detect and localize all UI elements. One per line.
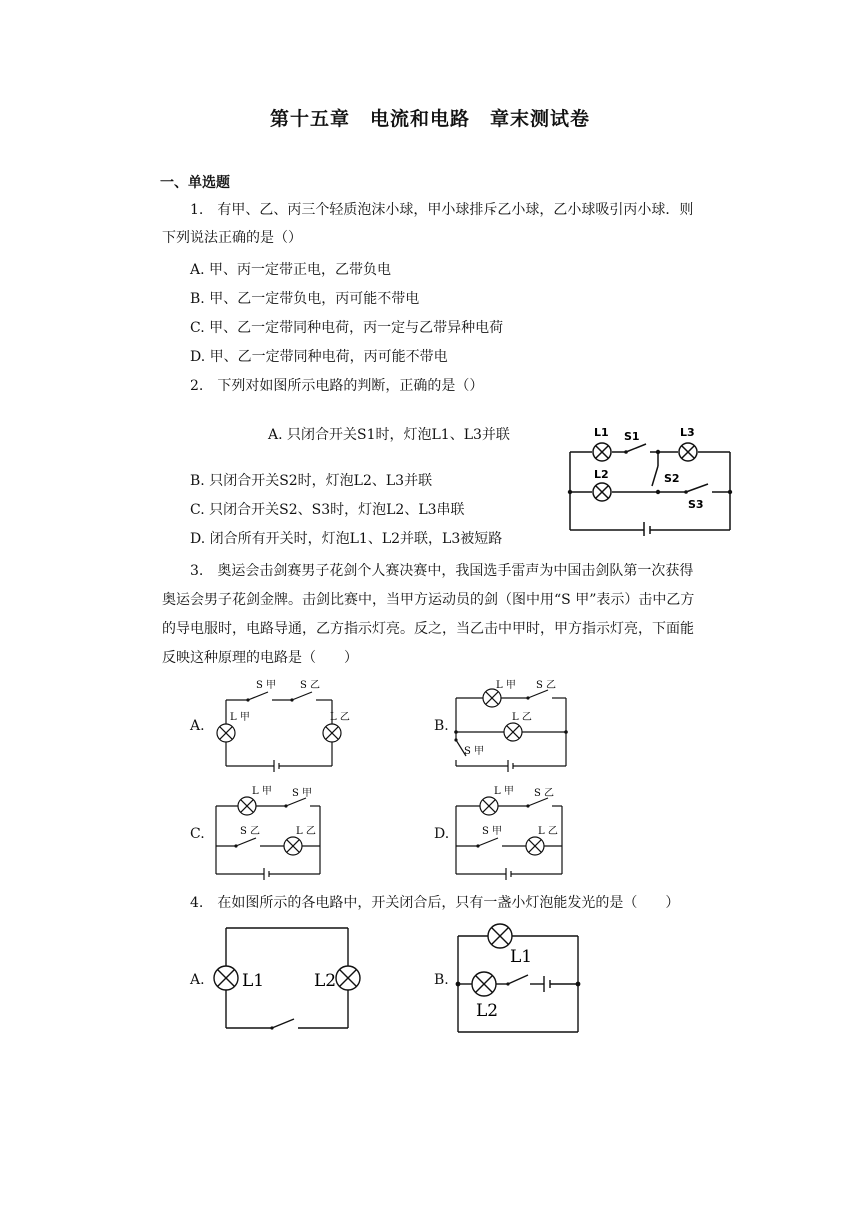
q3-option-b-letter: B. (434, 718, 449, 734)
q1-option-d: D. 甲、乙一定带同种电荷，丙可能不带电 (190, 349, 448, 365)
q2-stem: 2. 下列对如图所示电路的判断，正确的是（） (190, 378, 484, 394)
q2-label-l3: L3 (680, 426, 695, 439)
q4-option-a-letter: A. (190, 972, 205, 988)
q3c-label-l-jia: L 甲 (252, 786, 272, 797)
q3-circuit-b (452, 674, 582, 774)
q3-option-d-letter: D. (434, 826, 450, 842)
q3-option-a-letter: A. (190, 718, 205, 734)
q3-stem-line3: 的导电服时，电路导通，乙方指示灯亮。反之，当乙击中甲时，甲方指示灯亮，下面能 (162, 621, 694, 637)
page-title: 第十五章 电流和电路 章末测试卷 (269, 108, 590, 130)
q2-option-a: A. 只闭合开关S1时，灯泡L1、L3并联 (268, 427, 510, 443)
q3b-label-s-yi: S 乙 (536, 680, 557, 691)
q3a-label-l-yi: L 乙 (330, 712, 350, 723)
q3c-label-l-yi: L 乙 (296, 826, 316, 837)
q2-option-b: B. 只闭合开关S2时，灯泡L2、L3并联 (190, 473, 433, 489)
q4a-label-l2: L2 (314, 971, 337, 991)
q3d-label-s-yi: S 乙 (534, 788, 555, 799)
q3-stem-line4: 反映这种原理的电路是（ ） (162, 650, 358, 666)
q2-circuit-diagram (560, 418, 740, 536)
q3d-label-l-jia: L 甲 (494, 786, 514, 797)
q4b-label-l1: L1 (510, 947, 533, 967)
section-heading: 一、单选题 (160, 175, 230, 191)
q3d-label-s-jia: S 甲 (482, 826, 503, 837)
q3-option-c-letter: C. (190, 826, 205, 842)
q2-label-s1: S1 (624, 430, 640, 443)
q3-stem-line1: 3. 奥运会击剑赛男子花剑个人赛决赛中，我国选手雷声为中国击剑队第一次获得 (190, 563, 694, 579)
q1-option-a: A. 甲、丙一定带正电，乙带负电 (190, 262, 392, 278)
q3c-label-s-jia: S 甲 (292, 788, 313, 799)
q3-circuit-a (212, 674, 362, 774)
q2-label-l1: L1 (594, 426, 609, 439)
q3b-label-s-jia: S 甲 (464, 746, 485, 757)
q3a-label-s-jia: S 甲 (256, 680, 277, 691)
q3-circuit-c (212, 782, 362, 886)
q2-label-s2: S2 (664, 472, 680, 485)
q3c-label-s-yi: S 乙 (240, 826, 261, 837)
q4-circuit-b (450, 920, 590, 1044)
q4b-label-l2: L2 (476, 1001, 499, 1021)
q1-option-b: B. 甲、乙一定带负电，丙可能不带电 (190, 291, 420, 307)
q1-line1: 1. 有甲、乙、丙三个轻质泡沫小球，甲小球排斥乙小球，乙小球吸引丙小球．则 (190, 202, 694, 218)
q3d-label-l-yi: L 乙 (538, 826, 558, 837)
q3a-label-l-jia: L 甲 (230, 712, 250, 723)
q1-option-c: C. 甲、乙一定带同种电荷，丙一定与乙带异种电荷 (190, 320, 504, 336)
q2-option-d: D. 闭合所有开关时，灯泡L1、L2并联，L3被短路 (190, 531, 503, 547)
q4-circuit-a (212, 922, 368, 1036)
q4-stem: 4. 在如图所示的各电路中，开关闭合后，只有一盏小灯泡能发光的是（ ） (190, 895, 680, 911)
q2-label-s3: S3 (688, 498, 704, 511)
q3b-label-l-yi: L 乙 (512, 712, 532, 723)
q3a-label-s-yi: S 乙 (300, 680, 321, 691)
q3b-label-l-jia: L 甲 (496, 680, 516, 691)
q3-stem-line2: 奥运会男子花剑金牌。击剑比赛中，当甲方运动员的剑（图中用“S 甲”表示）击中乙方 (162, 592, 695, 608)
q3-circuit-d (452, 782, 582, 886)
q4a-label-l1: L1 (242, 971, 265, 991)
q2-label-l2: L2 (594, 468, 609, 481)
q1-line2: 下列说法正确的是（） (162, 230, 302, 246)
q4-option-b-letter: B. (434, 972, 449, 988)
q2-option-c: C. 只闭合开关S2、S3时，灯泡L2、L3串联 (190, 502, 465, 518)
